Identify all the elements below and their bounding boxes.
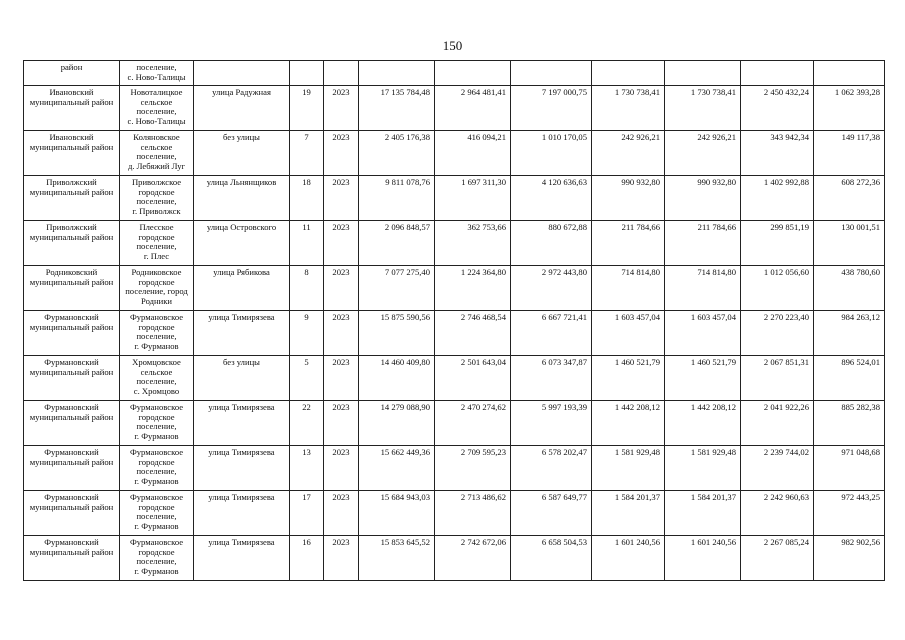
value-cell-2 [435,61,511,86]
settlement-cell: Коляновское сельское поселение, д. Лебяжий Луг [120,131,194,176]
street-cell: улица Тимирязева [194,401,290,446]
settlement-cell: Родниковское городское поселение, город Родники [120,266,194,311]
value-cell-6: 2 041 922,26 [741,401,814,446]
street-cell [194,61,290,86]
value-cell-7: 971 048,68 [814,446,885,491]
value-cell-1: 2 096 848,57 [359,221,435,266]
settlement-cell: Плесское городское поселение, г. Плес [120,221,194,266]
district-cell: Фурмановский муниципальный район [24,356,120,401]
value-cell-4: 1 584 201,37 [592,491,665,536]
value-cell-4: 1 460 521,79 [592,356,665,401]
value-cell-4: 990 932,80 [592,176,665,221]
value-cell-5: 990 932,80 [665,176,741,221]
settlement-cell: поселение, с. Ново-Талицы [120,61,194,86]
value-cell-3: 7 197 000,75 [511,86,592,131]
settlement-cell: Фурмановское городское поселение, г. Фурманов [120,536,194,581]
value-cell-6: 1 012 056,60 [741,266,814,311]
value-cell-3: 6 073 347,87 [511,356,592,401]
value-cell-7 [814,61,885,86]
value-cell-7: 984 263,12 [814,311,885,356]
value-cell-6: 1 402 992,88 [741,176,814,221]
street-cell: без улицы [194,356,290,401]
table-row [24,356,885,401]
count-cell [290,61,324,86]
table-row [24,536,885,581]
value-cell-7: 885 282,38 [814,401,885,446]
street-cell: улица Тимирязева [194,491,290,536]
value-cell-4: 1 601 240,56 [592,536,665,581]
count-cell: 8 [290,266,324,311]
value-cell-5: 1 603 457,04 [665,311,741,356]
year-cell: 2023 [324,221,359,266]
value-cell-6: 2 242 960,63 [741,491,814,536]
value-cell-5 [665,61,741,86]
value-cell-6: 2 270 223,40 [741,311,814,356]
value-cell-6: 2 267 085,24 [741,536,814,581]
budget-table [23,60,885,581]
value-cell-6: 2 450 432,24 [741,86,814,131]
value-cell-5: 1 601 240,56 [665,536,741,581]
value-cell-3: 5 997 193,39 [511,401,592,446]
settlement-cell: Фурмановское городское поселение, г. Фурманов [120,446,194,491]
value-cell-2: 2 746 468,54 [435,311,511,356]
district-cell: Фурмановский муниципальный район [24,446,120,491]
count-cell: 19 [290,86,324,131]
value-cell-3: 6 658 504,53 [511,536,592,581]
value-cell-2: 2 742 672,06 [435,536,511,581]
value-cell-4: 1 730 738,41 [592,86,665,131]
value-cell-4: 1 603 457,04 [592,311,665,356]
table-row [24,446,885,491]
street-cell: улица Рябикова [194,266,290,311]
value-cell-4: 242 926,21 [592,131,665,176]
count-cell: 22 [290,401,324,446]
district-cell: Ивановский муниципальный район [24,131,120,176]
value-cell-1 [359,61,435,86]
value-cell-4: 1 442 208,12 [592,401,665,446]
street-cell: улица Островского [194,221,290,266]
value-cell-6: 2 067 851,31 [741,356,814,401]
value-cell-1: 7 077 275,40 [359,266,435,311]
year-cell: 2023 [324,131,359,176]
street-cell: улица Тимирязева [194,536,290,581]
district-cell: Фурмановский муниципальный район [24,401,120,446]
value-cell-1: 14 279 088,90 [359,401,435,446]
value-cell-2: 2 470 274,62 [435,401,511,446]
district-cell: Приволжский муниципальный район [24,176,120,221]
year-cell: 2023 [324,311,359,356]
value-cell-2: 2 964 481,41 [435,86,511,131]
settlement-cell: Фурмановское городское поселение, г. Фурманов [120,311,194,356]
district-cell: район [24,61,120,86]
value-cell-4: 1 581 929,48 [592,446,665,491]
value-cell-2: 2 501 643,04 [435,356,511,401]
value-cell-2: 1 224 364,80 [435,266,511,311]
street-cell: улица Тимирязева [194,311,290,356]
value-cell-3: 6 667 721,41 [511,311,592,356]
value-cell-5: 211 784,66 [665,221,741,266]
value-cell-3: 6 578 202,47 [511,446,592,491]
count-cell: 13 [290,446,324,491]
value-cell-4 [592,61,665,86]
count-cell: 5 [290,356,324,401]
street-cell: без улицы [194,131,290,176]
value-cell-1: 17 135 784,48 [359,86,435,131]
value-cell-1: 9 811 078,76 [359,176,435,221]
value-cell-7: 130 001,51 [814,221,885,266]
settlement-cell: Новоталицкое сельское поселение, с. Ново-Талицы [120,86,194,131]
table-row [24,311,885,356]
value-cell-3: 880 672,88 [511,221,592,266]
district-cell: Фурмановский муниципальный район [24,311,120,356]
count-cell: 18 [290,176,324,221]
table-body [24,61,885,581]
value-cell-2: 1 697 311,30 [435,176,511,221]
settlement-cell: Фурмановское городское поселение, г. Фурманов [120,491,194,536]
value-cell-6: 343 942,34 [741,131,814,176]
value-cell-6: 2 239 744,02 [741,446,814,491]
value-cell-6 [741,61,814,86]
count-cell: 9 [290,311,324,356]
value-cell-1: 2 405 176,38 [359,131,435,176]
table-row [24,266,885,311]
value-cell-7: 149 117,38 [814,131,885,176]
value-cell-3: 6 587 649,77 [511,491,592,536]
value-cell-5: 242 926,21 [665,131,741,176]
count-cell: 11 [290,221,324,266]
value-cell-4: 211 784,66 [592,221,665,266]
value-cell-2: 2 713 486,62 [435,491,511,536]
district-cell: Фурмановский муниципальный район [24,491,120,536]
year-cell: 2023 [324,176,359,221]
value-cell-3: 4 120 636,63 [511,176,592,221]
page-number: 150 [442,38,463,53]
value-cell-1: 15 853 645,52 [359,536,435,581]
count-cell: 7 [290,131,324,176]
year-cell: 2023 [324,356,359,401]
value-cell-7: 438 780,60 [814,266,885,311]
value-cell-3: 2 972 443,80 [511,266,592,311]
year-cell: 2023 [324,446,359,491]
value-cell-1: 15 875 590,56 [359,311,435,356]
value-cell-5: 714 814,80 [665,266,741,311]
value-cell-7: 972 443,25 [814,491,885,536]
year-cell: 2023 [324,86,359,131]
table-row [24,176,885,221]
district-cell: Родниковский муниципальный район [24,266,120,311]
value-cell-2: 2 709 595,23 [435,446,511,491]
value-cell-3: 1 010 170,05 [511,131,592,176]
value-cell-2: 416 094,21 [435,131,511,176]
value-cell-5: 1 730 738,41 [665,86,741,131]
street-cell: улица Радужная [194,86,290,131]
table-row [24,86,885,131]
settlement-cell: Фурмановское городское поселение, г. Фурманов [120,401,194,446]
value-cell-5: 1 584 201,37 [665,491,741,536]
district-cell: Фурмановский муниципальный район [24,536,120,581]
year-cell: 2023 [324,401,359,446]
value-cell-7: 982 902,56 [814,536,885,581]
year-cell [324,61,359,86]
value-cell-7: 608 272,36 [814,176,885,221]
value-cell-2: 362 753,66 [435,221,511,266]
value-cell-7: 1 062 393,28 [814,86,885,131]
value-cell-6: 299 851,19 [741,221,814,266]
year-cell: 2023 [324,266,359,311]
settlement-cell: Приволжское городское поселение, г. Приволжск [120,176,194,221]
count-cell: 17 [290,491,324,536]
value-cell-1: 15 684 943,03 [359,491,435,536]
value-cell-7: 896 524,01 [814,356,885,401]
district-cell: Ивановский муниципальный район [24,86,120,131]
year-cell: 2023 [324,536,359,581]
value-cell-5: 1 581 929,48 [665,446,741,491]
value-cell-1: 15 662 449,36 [359,446,435,491]
year-cell: 2023 [324,491,359,536]
count-cell: 16 [290,536,324,581]
table-row [24,131,885,176]
table-row [24,61,885,86]
value-cell-4: 714 814,80 [592,266,665,311]
value-cell-5: 1 442 208,12 [665,401,741,446]
settlement-cell: Хромцовское сельское поселение, с. Хромцово [120,356,194,401]
street-cell: улица Льнянщиков [194,176,290,221]
value-cell-5: 1 460 521,79 [665,356,741,401]
table-row [24,491,885,536]
value-cell-1: 14 460 409,80 [359,356,435,401]
street-cell: улица Тимирязева [194,446,290,491]
value-cell-3 [511,61,592,86]
table-row [24,401,885,446]
district-cell: Приволжский муниципальный район [24,221,120,266]
table-row [24,221,885,266]
